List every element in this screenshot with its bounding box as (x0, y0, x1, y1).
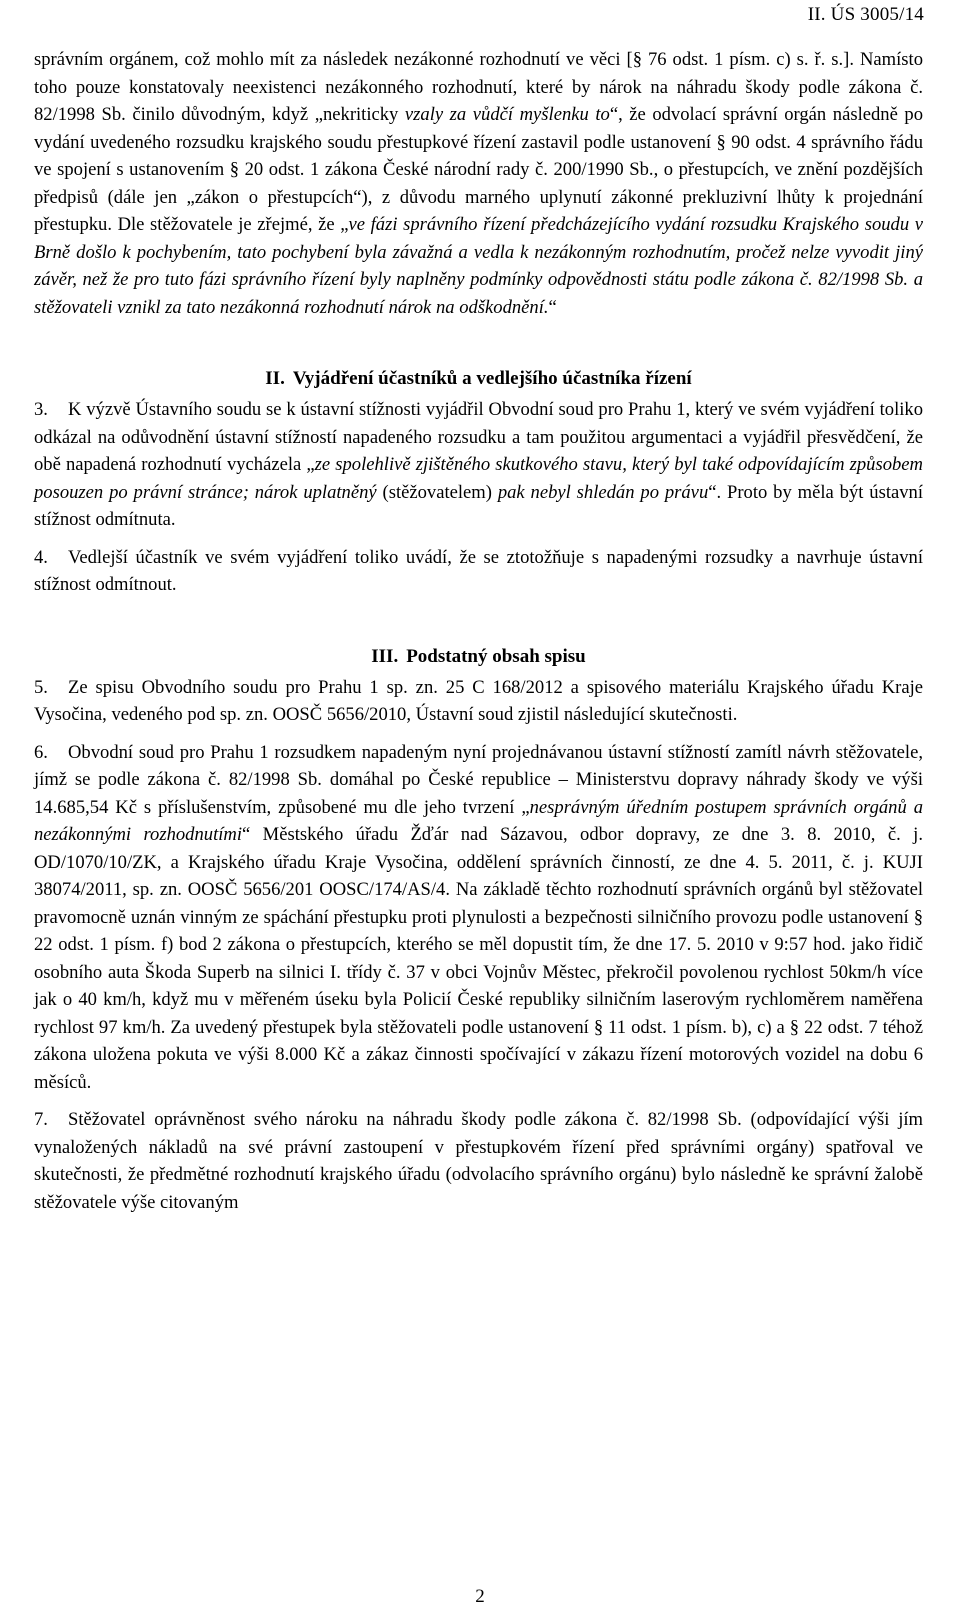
section-number: II. (265, 368, 285, 389)
intro-quote-italic: vzaly za vůdčí myšlenku to (404, 104, 610, 125)
section-title: Vyjádření účastníků a vedlejšího účastníka řízení (292, 368, 692, 389)
paragraph-number: 4. (34, 546, 48, 568)
paragraph-text: “. Proto by měla být ústavní stížnost odmítnuta. (34, 481, 923, 530)
paragraph-4 (34, 544, 923, 599)
paragraph-text: Vedlejší účastník ve svém vyjádření toliko uvádí, že se ztotožňuje s napadenými rozsudky a navrhuje ústavní stížnost odmítnout. (34, 546, 923, 595)
section-heading-iii (34, 643, 923, 670)
paragraph-number: 5. (34, 676, 48, 698)
intro-quote-italic: ve fázi správního řízení předcházejícího vydání rozsudku Krajského soudu v Brně došlo k pochybením, tato pochybení byla závažná a vedla k nezákonným rozhodnutím, pročež nelze vyvodit jiný závěr, než že pro tuto fázi správního řízení byly naplněny podmínky odpovědnosti státu podle zákona č. 82/1998 Sb. a stěžovateli vznikl za tato nezákonná rozhodnutí nárok na odškodnění. (34, 214, 923, 318)
document-body (34, 46, 923, 1226)
paragraph-text: Ze spisu Obvodního soudu pro Prahu 1 sp. zn. 25 C 168/2012 a spisového materiálu Krajského úřadu Kraje Vysočina, vedeného pod sp. zn. OOSČ 5656/2010, Ústavní soud zjistil následující skutečnosti. (34, 676, 923, 725)
intro-text: správním orgánem, což mohlo mít za následek nezákonné rozhodnutí ve věci [§ 76 odst. 1 písm. c) s. ř. s.]. Namísto toho pouze konstatovaly neexistenci nezákonného rozhodnutí, které by nárok na náhradu škody podle zákona č. 82/1998 Sb. činilo důvodným, když „nekriticky (34, 49, 923, 125)
section-title: Podstatný obsah spisu (406, 645, 586, 667)
paragraph-number: 3. (34, 399, 48, 420)
paragraph-quote-italic: ze spolehlivě zjištěného skutkového stavu, který byl také odpovídajícím způsobem posouzen po právní stránce; nárok uplatněný (34, 454, 923, 503)
paragraph-text: (stěžovatelem) (376, 481, 498, 503)
paragraph-number: 7. (34, 1109, 48, 1130)
paragraph-7 (34, 1106, 923, 1216)
page-number: 2 (475, 1586, 485, 1607)
intro-text: “, že odvolací správní orgán následně po vydání uvedeného rozsudku krajského soudu přestupkové řízení zastavil podle ustanovení § 90 odst. 4 správního řádu ve spojení s ustanovením § 20 odst. 1 zákona České národní rady č. 200/1990 Sb., o přestupcích, ve znění pozdějších předpisů (dále jen „zákon o přestupcích“), z důvodu marného uplynutí zákonné prekluzivní lhůty k projednání přestupku. Dle stěžovatele je zřejmé, že „ (34, 104, 923, 235)
paragraph-text: K výzvě Ústavního soudu se k ústavní stížnosti vyjádřil Obvodní soud pro Prahu 1, který ve svém vyjádření toliko odkázal na odůvodnění ústavní stížností napadeného rozsudku a tam použitou argumentaci a vyjádřil přesvědčení, že obě napadená rozhodnutí vycházela „ (34, 399, 923, 475)
paragraph-quote-italic: pak nebyl shledán po právu (497, 481, 709, 503)
paragraph-5 (34, 674, 923, 729)
paragraph-text: “ Městského úřadu Žďár nad Sázavou, odbor dopravy, ze dne 3. 8. 2010, č. j. OD/1070/10/ZK, a Krajského úřadu Kraje Vysočina, oddělení správních činností, ze dne 4. 5. 2011, č. j. KUJI 38074/2011, sp. zn. OOSČ 5656/201 OOSC/174/AS/4. Na základě těchto rozhodnutí správních orgánů byl stěžovatel pravomocně uznán vinným ze spáchání přestupku proti plynulosti a bezpečnosti silničního provozu podle ustanovení § 22 odst. 1 písm. f) bod 2 zákona o přestupcích, kterého se měl dopustit tím, že dne 17. 5. 2010 v 9:57 hod. jako řidič osobního auta Škoda Superb na silnici I. třídy č. 37 v obci Vojnův Městec, překročil povolenou rychlost 50km/h více jak o 40 km/h, když mu v měřeném úseku byla Policií České republiky silničním laserovým rychloměrem naměřena rychlost 97 km/h. Za uvedený přestupek byla stěžovateli podle ustanovení § 11 odst. 1 písm. b), c) a § 22 odst. 7 téhož zákona uložena pokuta ve výši 8.000 Kč a zákaz činnosti spočívající v zákazu řízení motorových vozidel na dobu 6 měsíců. (34, 824, 923, 1093)
paragraph-text: Stěžovatel oprávněnost svého nároku na náhradu škody podle zákona č. 82/1998 Sb. (odpovídající výši jím vynaložených nákladů na své právní zastoupení v přestupkovém řízení před správními orgány) spatřoval ve skutečnosti, že předmětné rozhodnutí krajského úřadu (odvolacího správního orgánu) bylo následně ke správní žalobě stěžovatele výše citovaným (34, 1109, 923, 1213)
paragraph-text: Obvodní soud pro Prahu 1 rozsudkem napadeným nyní projednávanou ústavní stížností zamítl návrh stěžovatele, jímž se podle zákona č. 82/1998 Sb. domáhal po České republice – Ministerstvu dopravy náhrady škody ve výši 14.685,54 Kč s příslušenstvím, způsobené mu dle jeho tvrzení „ (34, 741, 923, 818)
paragraph-quote-italic: nesprávným úředním postupem správních orgánů a nezákonnými rozhodnutími (34, 796, 923, 845)
case-number-header: II. ÚS 3005/14 (807, 4, 924, 25)
paragraph-3 (34, 396, 923, 534)
section-heading-ii (34, 365, 923, 392)
section-number: III. (371, 645, 399, 667)
intro-text: “ (548, 296, 557, 318)
paragraph-6 (34, 739, 923, 1097)
paragraph-number: 6. (34, 741, 48, 763)
intro-paragraph (34, 46, 923, 321)
